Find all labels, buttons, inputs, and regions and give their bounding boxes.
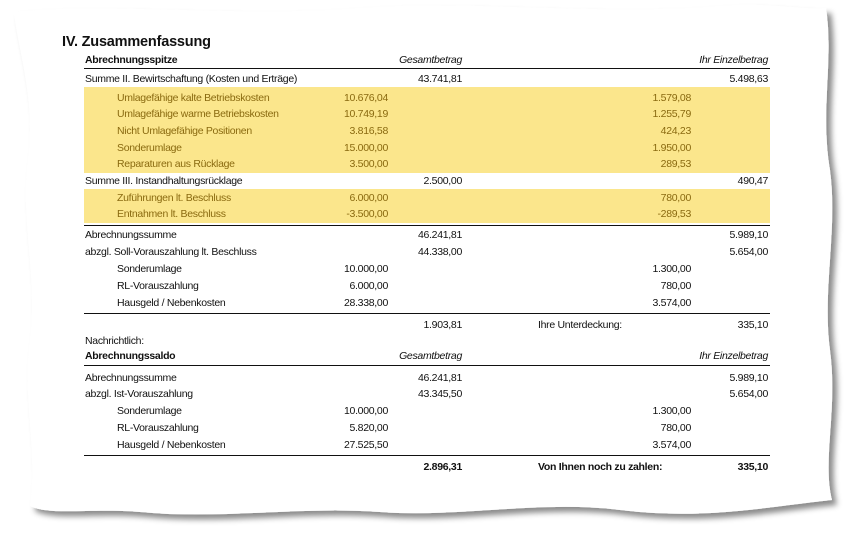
abrechnungssumme-share: 5.989,10	[729, 229, 768, 241]
saldo-abrechnungssumme-total: 46.241,81	[417, 372, 462, 384]
vz-item-total: 10.000,00	[343, 263, 388, 275]
summe3-label: Summe III. Instandhaltungsrücklage	[85, 175, 243, 187]
saldo-abrechnungssumme-share: 5.989,10	[729, 372, 768, 384]
summe2-item-total: 3.816,58	[349, 125, 388, 137]
summe3-item-label: Zuführungen lt. Beschluss	[117, 192, 231, 204]
summe2-item-share: 1.255,79	[652, 108, 691, 120]
spitze-col-total-header: Gesamtbetrag	[399, 54, 462, 66]
spitze-result-total: 1.903,81	[423, 319, 462, 331]
summe2-item-total: 15.000,00	[343, 142, 388, 154]
summe3-item-share: 780,00	[660, 192, 691, 204]
saldo-result-label: Von Ihnen noch zu zahlen:	[538, 461, 663, 473]
spitze-heading: Abrechnungsspitze	[85, 54, 178, 66]
spitze-result-label: Ihre Unterdeckung:	[538, 319, 622, 331]
summe3-item-total: -3.500,00	[346, 208, 388, 220]
ist-vz-item-label: Sonderumlage	[117, 405, 182, 417]
summe3-total: 2.500,00	[423, 175, 462, 187]
saldo-col-total-header: Gesamtbetrag	[399, 350, 462, 362]
ist-vz-item-total: 5.820,00	[349, 422, 388, 434]
ist-vz-item-share: 1.300,00	[652, 405, 691, 417]
ist-vz-item-share: 3.574,00	[652, 439, 691, 451]
summe2-label: Summe II. Bewirtschaftung (Kosten und Erträge)	[85, 73, 298, 85]
vz-item-label: Sonderumlage	[117, 263, 182, 275]
summe2-item-label: Reparaturen aus Rücklage	[117, 158, 235, 170]
vz-item-total: 28.338,00	[343, 297, 388, 309]
abrechnungssumme-label: Abrechnungssumme	[85, 229, 177, 241]
ist-vorauszahlung-share: 5.654,00	[729, 388, 768, 400]
vz-item-share: 780,00	[660, 280, 691, 292]
soll-vorauszahlung-total: 44.338,00	[417, 246, 462, 258]
saldo-abrechnungssumme-label: Abrechnungssumme	[85, 372, 177, 384]
ist-vz-item-label: Hausgeld / Nebenkosten	[117, 439, 226, 451]
saldo-result-total: 2.896,31	[423, 461, 462, 473]
summe3-item-label: Entnahmen lt. Beschluss	[117, 208, 226, 220]
summe2-item-total: 3.500,00	[349, 158, 388, 170]
summe2-item-share: 289,53	[660, 158, 691, 170]
summe2-item-label: Nicht Umlagefähige Positionen	[117, 125, 252, 137]
ist-vz-item-share: 780,00	[660, 422, 691, 434]
saldo-heading: Abrechnungssaldo	[85, 350, 176, 362]
summe2-share: 5.498,63	[729, 73, 768, 85]
divider	[84, 68, 770, 69]
summe2-item-share: 424,23	[660, 125, 691, 137]
vz-item-share: 1.300,00	[652, 263, 691, 275]
spitze-col-share-header: Ihr Einzelbetrag	[699, 54, 768, 66]
summe2-item-label: Umlagefähige warme Betriebskosten	[117, 108, 279, 120]
spitze-result-share: 335,10	[737, 319, 768, 331]
abrechnungssumme-total: 46.241,81	[417, 229, 462, 241]
vz-item-label: RL-Vorauszahlung	[117, 280, 199, 292]
ist-vz-item-total: 10.000,00	[343, 405, 388, 417]
ist-vz-item-total: 27.525,50	[343, 439, 388, 451]
summe3-item-total: 6.000,00	[349, 192, 388, 204]
summe3-share: 490,47	[737, 175, 768, 187]
section-title: IV. Zusammenfassung	[62, 34, 211, 50]
divider	[84, 455, 770, 456]
vz-item-share: 3.574,00	[652, 297, 691, 309]
summe2-item-total: 10.749,19	[343, 108, 388, 120]
summe3-item-share: -289,53	[657, 208, 691, 220]
summe2-item-share: 1.579,08	[652, 92, 691, 104]
ist-vz-item-label: RL-Vorauszahlung	[117, 422, 199, 434]
saldo-result-share: 335,10	[737, 461, 768, 473]
divider	[84, 313, 770, 314]
divider	[84, 225, 770, 226]
summe2-item-share: 1.950,00	[652, 142, 691, 154]
ist-vorauszahlung-label: abzgl. Ist-Vorauszahlung	[85, 388, 193, 400]
saldo-note: Nachrichtlich:	[85, 335, 144, 347]
summe2-total: 43.741,81	[417, 73, 462, 85]
ist-vorauszahlung-total: 43.345,50	[417, 388, 462, 400]
summe2-item-label: Sonderumlage	[117, 142, 182, 154]
divider	[84, 365, 770, 366]
vz-item-label: Hausgeld / Nebenkosten	[117, 297, 226, 309]
saldo-col-share-header: Ihr Einzelbetrag	[699, 350, 768, 362]
soll-vorauszahlung-label: abzgl. Soll-Vorauszahlung lt. Beschluss	[85, 246, 257, 258]
soll-vorauszahlung-share: 5.654,00	[729, 246, 768, 258]
summe2-item-label: Umlagefähige kalte Betriebskosten	[117, 92, 270, 104]
vz-item-total: 6.000,00	[349, 280, 388, 292]
summe2-item-total: 10.676,04	[343, 92, 388, 104]
